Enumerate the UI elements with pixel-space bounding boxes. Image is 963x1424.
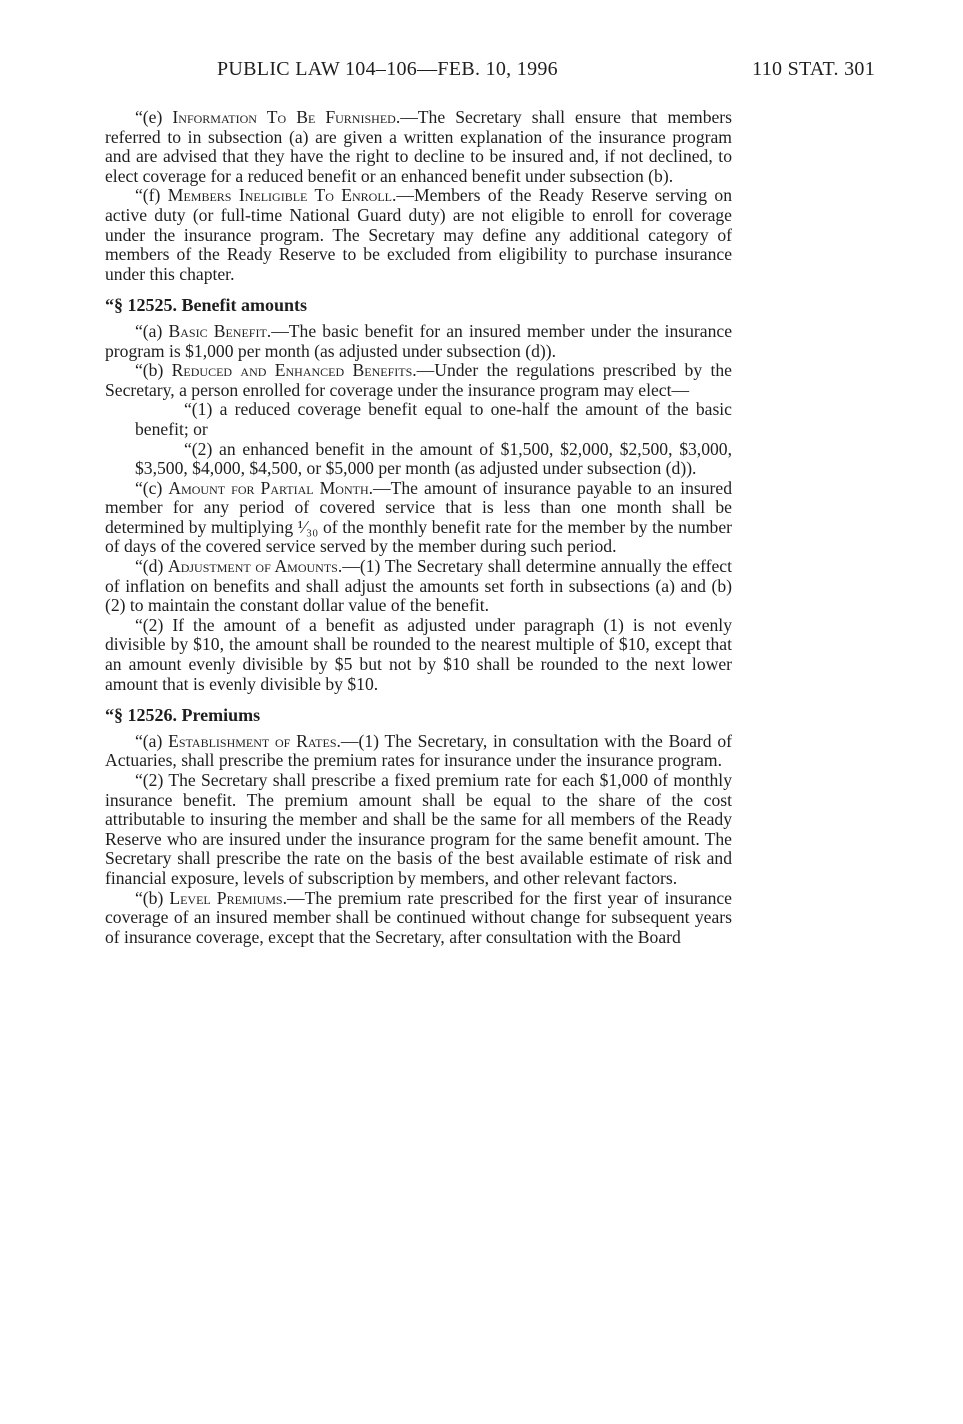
subsection-e: “(e) Information To Be Furnished.—The Secretary shall ensure that members referred to in subsection (a) are given a written explanation of the insurance program and are advised that they have the right to decline to be insured and, if not declined, to elect coverage for a reduced benefit or an enhanced benefit under subsection (b). — [105, 107, 733, 186]
paragraph-b2: “(2) an enhanced benefit in the amount of $1,500, $2,000, $2,500, $3,000, $3,500, $4,000, $4,500, or $5,000 per month (as adjusted under subsection (d)). — [135, 438, 732, 479]
subsection-heading: Basic Benefit — [168, 320, 267, 341]
page-header — [105, 58, 875, 88]
paragraph-a2: “(2) The Secretary shall prescribe a fixed premium rate for each $1,000 of monthly insurance benefit. The premium amount shall be equal to the share of the cost attributable to insuring the member and shall be the same for all members of the Ready Reserve who are insured under the insurance program for the same benefit amount. The Secretary shall prescribe the rate on the basis of the best available estimate of risk and financial exposure, levels of subscription by members, and other relevant factors. — [105, 770, 732, 888]
subsection-a: “(a) Establishment of Rates.—(1) The Secretary, in consultation with the Board of Actuaries, shall prescribe the premium rates for insurance under the insurance program. — [105, 730, 732, 771]
subsection-a: “(a) Basic Benefit.—The basic benefit for an insured member under the insurance program is $1,000 per month (as adjusted under subsection (d)). — [105, 320, 733, 361]
subsection-f: “(f) Members Ineligible To Enroll.—Members of the Ready Reserve serving on active duty (or full-time National Guard duty) are not eligible to enroll for coverage under the insurance program. The Secretary may define any additional category of members of the Ready Reserve to be excluded from eligibility to purchase insurance under this chapter. — [105, 185, 732, 284]
running-head: PUBLIC LAW 104–106—FEB. 10, 1996 — [217, 58, 558, 80]
subsection-c: “(c) Amount for Partial Month.—The amount of insurance payable to an insured member for any period of covered service that is less than one month shall be determined by multiplying ¹⁄₃₀ of the monthly benefit rate for the member by the number of days of the covered service served by the member during such period. — [105, 477, 732, 557]
subsection-b: “(b) Reduced and Enhanced Benefits.—Under the regulations prescribed by the Secretary, a person enrolled for coverage under the insurance program may elect— — [105, 360, 732, 400]
subsection-b: “(b) Level Premiums.—The premium rate prescribed for the first year of insurance coverage of an insured member shall be continued without change for subsequent years of insurance coverage, except that the Secretary, after consultation with the Board — [105, 887, 732, 947]
subsection-heading: Establishment of Rates — [168, 730, 337, 751]
subsection-heading: Amount for Partial Month — [168, 477, 369, 498]
page-body — [105, 108, 732, 947]
subsection-heading: Level Premiums — [169, 887, 283, 908]
subsection-heading: Adjustment of Amounts — [168, 556, 338, 577]
subsection-heading: Reduced and Enhanced Benefits — [171, 360, 413, 381]
section-heading: “§ 12526. Premiums — [105, 705, 261, 726]
paragraph-b1: “(1) a reduced coverage benefit equal to one-half the amount of the basic benefit; or — [135, 399, 732, 439]
subsection-heading: Information To Be Furnished — [172, 107, 396, 127]
subsection-heading: Members Ineligible To Enroll — [167, 185, 392, 206]
page-number: 110 STAT. 301 — [752, 58, 875, 80]
section-heading: “§ 12525. Benefit amounts — [105, 295, 307, 316]
subsection-d: “(d) Adjustment of Amounts.—(1) The Secretary shall determine annually the effect of inflation on benefits and shall adjust the amounts set forth in subsections (a) and (b)(2) to maintain the constant dollar value of the benefit. — [105, 556, 732, 616]
paragraph-d2: “(2) If the amount of a benefit as adjusted under paragraph (1) is not evenly divisible by $10, the amount shall be rounded to the nearest multiple of $10, except that an amount evenly divisible by $5 but not by $10 shall be rounded to the next lower amount that is evenly divisible by $10. — [105, 614, 732, 694]
